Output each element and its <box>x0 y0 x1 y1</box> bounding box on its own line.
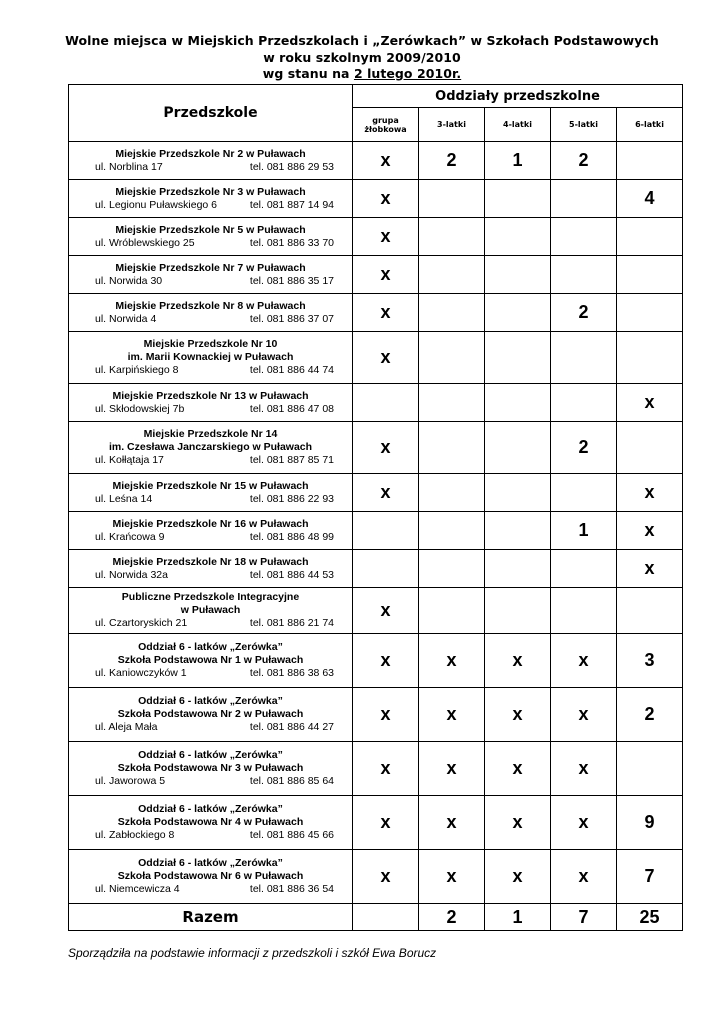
header-col-5: 5-latki <box>551 108 617 142</box>
value-cell <box>617 256 683 294</box>
value-cell: x <box>353 634 419 688</box>
totals-row <box>69 904 683 931</box>
value-cell: x <box>617 550 683 588</box>
school-address <box>69 364 352 377</box>
street: ul. Norwida 4 <box>95 312 157 325</box>
total-cell <box>353 904 419 931</box>
school-name-line: Miejskie Przedszkole Nr 8 w Puławach <box>115 299 306 312</box>
phone: tel. 081 886 45 66 <box>249 829 334 841</box>
street: ul. Zabłockiego 8 <box>95 829 175 841</box>
value-cell: x <box>419 796 485 850</box>
value-cell: x <box>551 742 617 796</box>
phone: tel. 081 887 14 94 <box>249 198 334 211</box>
header-col-nursery <box>353 108 419 142</box>
school-name-line: Szkoła Podstawowa Nr 1 w Puławach <box>117 654 304 666</box>
table-row <box>69 180 683 218</box>
value-cell <box>485 474 551 512</box>
total-label: Razem <box>69 904 353 931</box>
phone: tel. 081 887 85 71 <box>249 454 334 466</box>
value-cell: 9 <box>617 796 683 850</box>
table-row <box>69 550 683 588</box>
school-name-line: Szkoła Podstawowa Nr 6 w Puławach <box>117 870 304 882</box>
school-address <box>69 829 352 842</box>
value-cell: 7 <box>617 850 683 904</box>
school-address <box>69 883 352 896</box>
phone: tel. 081 886 44 53 <box>249 568 334 581</box>
school-name-line: Miejskie Przedszkole Nr 7 w Puławach <box>115 261 306 274</box>
value-cell: x <box>353 850 419 904</box>
phone: tel. 081 886 22 93 <box>249 492 334 505</box>
street: ul. Krańcowa 9 <box>95 530 165 543</box>
header-col-6: 6-latki <box>617 108 683 142</box>
school-name-line: Szkoła Podstawowa Nr 2 w Puławach <box>117 708 304 720</box>
value-cell: x <box>353 742 419 796</box>
street: ul. Aleja Mała <box>95 721 158 733</box>
value-cell: x <box>617 384 683 422</box>
value-cell: x <box>419 634 485 688</box>
value-cell: x <box>419 742 485 796</box>
table-row <box>69 384 683 422</box>
value-cell: 2 <box>551 422 617 474</box>
school-address <box>69 403 352 416</box>
value-cell <box>485 256 551 294</box>
value-cell <box>551 180 617 218</box>
value-cell <box>551 256 617 294</box>
school-cell <box>69 142 353 180</box>
school-cell <box>69 796 353 850</box>
phone: tel. 081 886 47 08 <box>249 402 334 415</box>
value-cell: x <box>353 294 419 332</box>
school-address <box>69 775 352 788</box>
phone: tel. 081 886 36 54 <box>249 883 334 895</box>
value-cell <box>485 512 551 550</box>
value-cell <box>353 512 419 550</box>
street: ul. Czartoryskich 21 <box>95 617 188 629</box>
value-cell <box>419 180 485 218</box>
school-address <box>69 721 352 734</box>
title-line-2: w roku szkolnym 2009/2010 <box>263 49 461 65</box>
value-cell: x <box>551 688 617 742</box>
value-cell <box>485 384 551 422</box>
value-cell <box>617 422 683 474</box>
value-cell <box>485 218 551 256</box>
value-cell: x <box>353 688 419 742</box>
street: ul. Skłodowskiej 7b <box>95 402 185 415</box>
school-address <box>69 199 352 212</box>
value-cell <box>551 218 617 256</box>
value-cell: x <box>485 742 551 796</box>
header-group: Oddziały przedszkolne <box>353 85 683 108</box>
phone: tel. 081 886 44 74 <box>249 364 334 376</box>
value-cell: 1 <box>485 142 551 180</box>
total-cell: 25 <box>617 904 683 931</box>
value-cell: x <box>353 588 419 634</box>
school-cell <box>69 474 353 512</box>
table-row <box>69 688 683 742</box>
school-cell <box>69 742 353 796</box>
table-row <box>69 422 683 474</box>
value-cell <box>485 588 551 634</box>
school-address <box>69 493 352 506</box>
value-cell: 2 <box>617 688 683 742</box>
value-cell <box>617 142 683 180</box>
school-name-line: Oddział 6 - latków „Zerówka” <box>138 803 283 815</box>
total-cell: 7 <box>551 904 617 931</box>
school-cell <box>69 294 353 332</box>
value-cell <box>485 332 551 384</box>
value-cell <box>419 474 485 512</box>
value-cell <box>485 422 551 474</box>
value-cell: x <box>353 422 419 474</box>
value-cell <box>419 384 485 422</box>
street: ul. Legionu Puławskiego 6 <box>95 198 218 211</box>
school-cell <box>69 588 353 634</box>
table-row <box>69 332 683 384</box>
street: ul. Norblina 17 <box>95 160 163 173</box>
value-cell: x <box>551 850 617 904</box>
value-cell: x <box>353 796 419 850</box>
school-name-line: w Puławach <box>180 604 241 616</box>
title-date-prefix: wg stanu na <box>262 66 354 81</box>
phone: tel. 081 886 35 17 <box>249 274 334 287</box>
value-cell: x <box>353 332 419 384</box>
school-name-line: Szkoła Podstawowa Nr 4 w Puławach <box>117 816 304 828</box>
table-row <box>69 474 683 512</box>
school-name-line: Miejskie Przedszkole Nr 18 w Puławach <box>112 555 309 568</box>
school-name-line: Oddział 6 - latków „Zerówka” <box>138 695 283 707</box>
value-cell: 3 <box>617 634 683 688</box>
phone: tel. 081 886 38 63 <box>249 667 334 679</box>
table-row <box>69 512 683 550</box>
value-cell: x <box>419 688 485 742</box>
school-cell <box>69 256 353 294</box>
school-address <box>69 237 352 250</box>
table-row <box>69 256 683 294</box>
school-name-line: Publiczne Przedszkole Integracyjne <box>121 591 300 603</box>
school-name-line: Oddział 6 - latków „Zerówka” <box>138 857 283 869</box>
school-cell <box>69 384 353 422</box>
school-cell <box>69 550 353 588</box>
school-cell <box>69 850 353 904</box>
document-title <box>0 33 724 83</box>
value-cell: x <box>353 218 419 256</box>
footer-note: Sporządziła na podstawie informacji z przedszkoli i szkół Ewa Borucz <box>68 946 437 960</box>
street: ul. Kołłątaja 17 <box>95 454 164 466</box>
title-line-1: Wolne miejsca w Miejskich Przedszkolach i „Zerówkach” w Szkołach Podstawowych <box>65 33 659 48</box>
school-address <box>69 275 352 288</box>
phone: tel. 081 886 48 99 <box>249 530 334 543</box>
value-cell <box>485 180 551 218</box>
phone: tel. 081 886 33 70 <box>249 236 334 249</box>
table-row <box>69 796 683 850</box>
phone: tel. 081 886 29 53 <box>249 160 334 173</box>
school-address <box>69 161 352 174</box>
value-cell <box>551 550 617 588</box>
value-cell <box>419 332 485 384</box>
value-cell <box>353 550 419 588</box>
school-address <box>69 531 352 544</box>
value-cell: x <box>617 474 683 512</box>
table-row <box>69 634 683 688</box>
table-row <box>69 850 683 904</box>
value-cell <box>419 294 485 332</box>
header-col-label: grupa żłobkowa <box>364 115 407 134</box>
value-cell <box>419 550 485 588</box>
school-name-line: Szkoła Podstawowa Nr 3 w Puławach <box>117 762 304 774</box>
value-cell <box>617 742 683 796</box>
school-name-line: Miejskie Przedszkole Nr 5 w Puławach <box>115 223 306 236</box>
phone: tel. 081 886 44 27 <box>249 721 334 733</box>
phone: tel. 081 886 21 74 <box>249 617 334 629</box>
value-cell: x <box>353 180 419 218</box>
school-cell <box>69 218 353 256</box>
table-row <box>69 588 683 634</box>
school-name-line: Miejskie Przedszkole Nr 3 w Puławach <box>115 185 306 198</box>
value-cell <box>617 294 683 332</box>
value-cell <box>353 384 419 422</box>
school-cell <box>69 688 353 742</box>
value-cell: x <box>353 256 419 294</box>
value-cell: x <box>485 634 551 688</box>
value-cell <box>551 332 617 384</box>
value-cell <box>551 474 617 512</box>
value-cell: 1 <box>551 512 617 550</box>
street: ul. Norwida 30 <box>95 274 163 287</box>
school-address <box>69 569 352 582</box>
school-name-line: Miejskie Przedszkole Nr 2 w Puławach <box>115 147 306 160</box>
value-cell <box>485 294 551 332</box>
value-cell: x <box>353 474 419 512</box>
school-cell <box>69 180 353 218</box>
school-name-line: Oddział 6 - latków „Zerówka” <box>138 749 283 761</box>
street: ul. Kaniowczyków 1 <box>95 667 187 679</box>
header-col-3: 3-latki <box>419 108 485 142</box>
school-name-line: Miejskie Przedszkole Nr 16 w Puławach <box>112 517 309 530</box>
header-col-4: 4-latki <box>485 108 551 142</box>
school-cell <box>69 512 353 550</box>
value-cell: x <box>353 142 419 180</box>
phone: tel. 081 886 85 64 <box>249 775 334 787</box>
value-cell: x <box>485 796 551 850</box>
header-school: Przedszkole <box>69 85 353 142</box>
value-cell <box>419 588 485 634</box>
title-date: 2 lutego 2010r. <box>353 66 462 81</box>
value-cell <box>419 256 485 294</box>
school-address <box>69 313 352 326</box>
school-name-line: Miejskie Przedszkole Nr 10 <box>143 338 278 350</box>
value-cell: x <box>551 634 617 688</box>
value-cell <box>551 384 617 422</box>
value-cell: x <box>419 850 485 904</box>
value-cell: x <box>485 850 551 904</box>
street: ul. Wróblewskiego 25 <box>95 236 195 249</box>
value-cell: 2 <box>551 294 617 332</box>
value-cell <box>419 218 485 256</box>
value-cell <box>419 512 485 550</box>
school-address <box>69 617 352 630</box>
school-name-line: im. Marii Kownackiej w Puławach <box>127 351 294 363</box>
total-cell: 2 <box>419 904 485 931</box>
value-cell <box>617 588 683 634</box>
school-name-line: im. Czesława Janczarskiego w Puławach <box>108 441 313 453</box>
value-cell <box>485 550 551 588</box>
school-name-line: Oddział 6 - latków „Zerówka” <box>138 641 283 653</box>
school-name-line: Miejskie Przedszkole Nr 15 w Puławach <box>112 479 309 492</box>
table-row <box>69 142 683 180</box>
school-cell <box>69 422 353 474</box>
value-cell <box>617 332 683 384</box>
phone: tel. 081 886 37 07 <box>249 312 334 325</box>
table-row <box>69 294 683 332</box>
value-cell <box>617 218 683 256</box>
street: ul. Niemcewicza 4 <box>95 883 180 895</box>
street: ul. Leśna 14 <box>95 492 153 505</box>
value-cell: x <box>485 688 551 742</box>
school-address <box>69 667 352 680</box>
table-row <box>69 218 683 256</box>
value-cell: 2 <box>419 142 485 180</box>
value-cell <box>419 422 485 474</box>
value-cell: 2 <box>551 142 617 180</box>
table-row <box>69 742 683 796</box>
school-name-line: Miejskie Przedszkole Nr 13 w Puławach <box>112 389 309 402</box>
school-cell <box>69 332 353 384</box>
value-cell: 4 <box>617 180 683 218</box>
total-cell: 1 <box>485 904 551 931</box>
street: ul. Jaworowa 5 <box>95 775 166 787</box>
title-line-3 <box>0 66 724 83</box>
school-name-line: Miejskie Przedszkole Nr 14 <box>143 428 278 440</box>
street: ul. Karpińskiego 8 <box>95 364 179 376</box>
school-cell <box>69 634 353 688</box>
vacancies-table <box>68 84 683 931</box>
value-cell: x <box>617 512 683 550</box>
school-address <box>69 454 352 467</box>
value-cell: x <box>551 796 617 850</box>
street: ul. Norwida 32a <box>95 568 168 581</box>
value-cell <box>551 588 617 634</box>
